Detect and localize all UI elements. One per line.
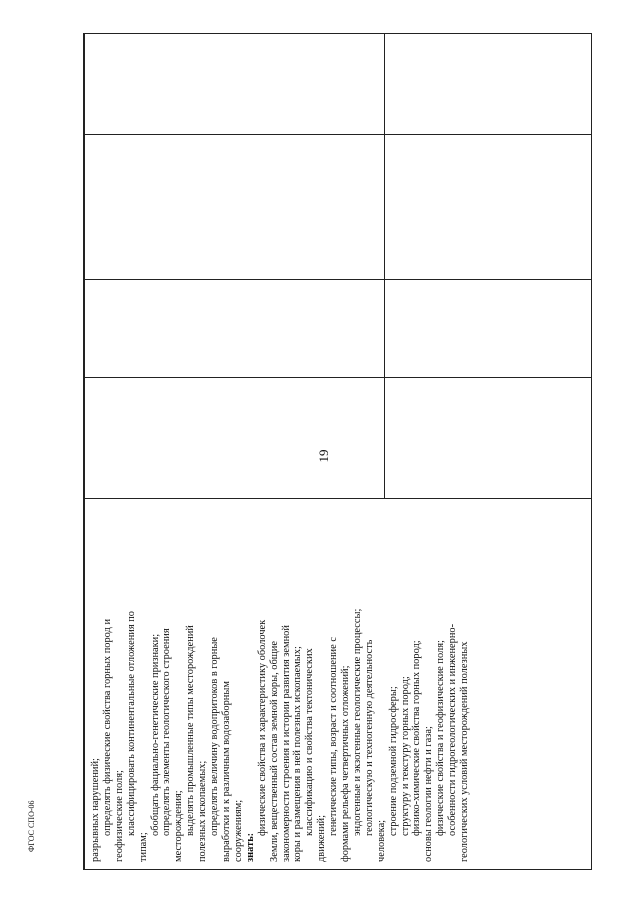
text-line: выработки и к различным водозаборным <box>220 681 232 862</box>
text-line: типам; <box>137 832 149 862</box>
page-number: 19 <box>316 449 331 463</box>
text-line: выделять промышленные типы месторождений <box>185 625 197 836</box>
text-line: строение подземной гидросферы; <box>387 686 399 836</box>
text-line: классификацию и свойства тектонических <box>304 648 316 836</box>
text-line: человека; <box>375 819 387 862</box>
text-line: формами рельефа четвертичных отложений; <box>340 665 352 862</box>
text-line: основы геологии нефти и газа; <box>423 726 435 862</box>
text-line: классифицировать континентальные отложения по <box>125 611 137 836</box>
text-line: Земли, вещественный состав земной коры, общие <box>268 641 280 862</box>
text-line: определять физические свойства горных пород и <box>101 618 113 836</box>
text-line: геофизические поля; <box>113 770 125 862</box>
text-line: физические свойства и геофизические поля; <box>435 640 447 836</box>
section-heading: знать: <box>244 832 256 862</box>
text-line: полезных ископаемых; <box>197 760 209 862</box>
text-line: физико-химические свойства горных пород; <box>411 640 423 836</box>
text-line: физические свойства и характеристику оболочек <box>256 619 268 836</box>
text-line: сооружениям; <box>232 799 244 862</box>
curriculum-table <box>83 33 592 870</box>
text-line: закономерности строения и истории развития земной <box>280 625 292 862</box>
competence-text-cell <box>84 34 471 869</box>
text-line: движений; <box>316 815 328 862</box>
text-line: месторождения; <box>173 790 185 862</box>
footer-code: ФГОС СПО-06 <box>27 800 36 852</box>
text-line: геологическую и техногенную деятельность <box>363 639 375 836</box>
text-line: определять величину водопритоков в горные <box>209 637 221 836</box>
text-line: разрывных нарушений; <box>90 758 101 862</box>
text-line: обобщать фациально-генетические признаки; <box>149 633 161 836</box>
text-line: генетические типы, возраст и соотношение с <box>328 637 340 836</box>
competence-text <box>86 36 471 866</box>
text-line: особенности гидрогеологических и инженерно- <box>447 623 459 836</box>
text-line: эндогенные и экзогенные геологические процессы; <box>351 608 363 836</box>
text-line: коры и размещения в ней полезных ископаемых; <box>292 646 304 862</box>
text-line: структуру и текстуру горных пород; <box>399 676 411 836</box>
text-line: геологических условий месторождений полезных <box>459 641 471 862</box>
text-line: определять элементы геологического строения <box>161 628 173 836</box>
